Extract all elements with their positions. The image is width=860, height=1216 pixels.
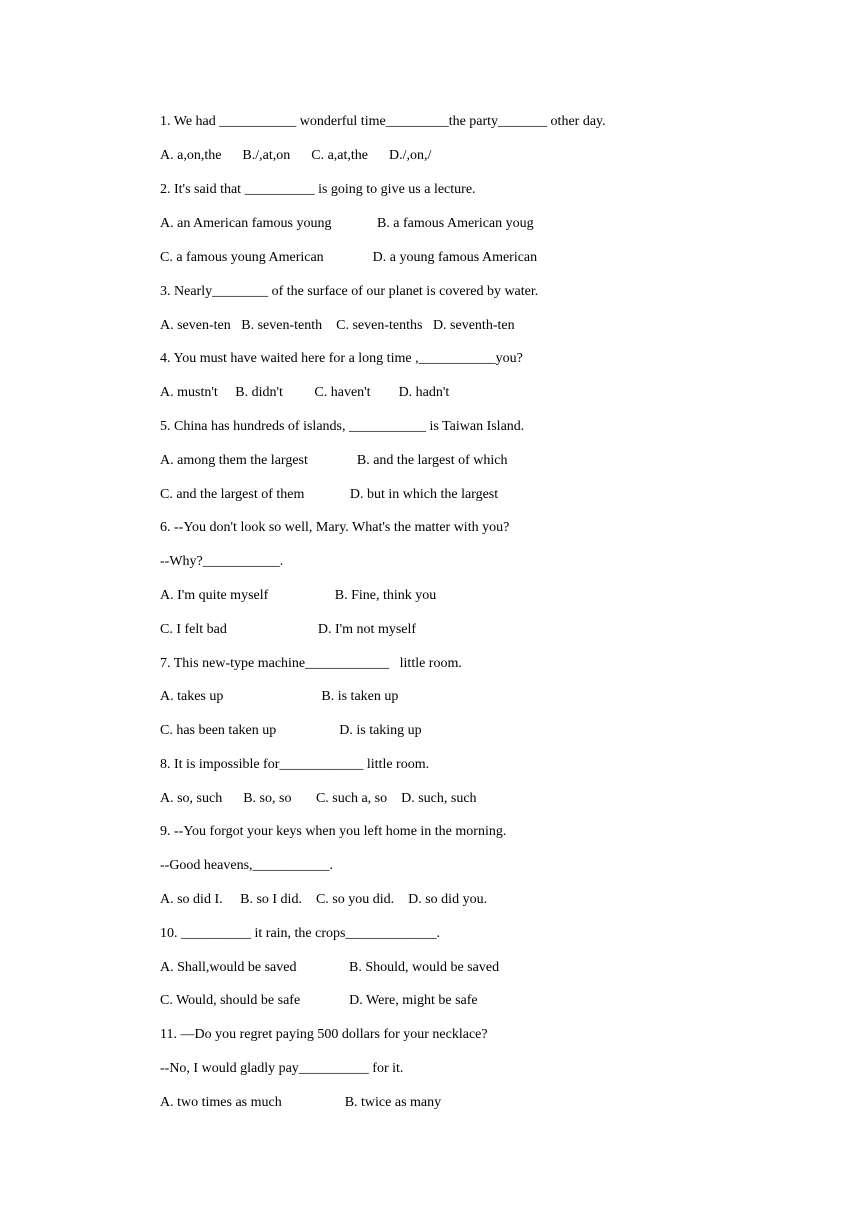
options-11: A. two times as much B. twice as many xyxy=(160,1095,442,1110)
question-9-response: --Good heavens,___________. xyxy=(160,858,334,873)
question-9: 9. --You forgot your keys when you left home in the morning. xyxy=(160,824,507,839)
options-8: A. so, such B. so, so C. such a, so D. such, such xyxy=(160,791,477,806)
question-4: 4. You must have waited here for a long time ,___________you? xyxy=(160,351,523,366)
question-8: 8. It is impossible for____________ little room. xyxy=(160,757,430,772)
options-9: A. so did I. B. so I did. C. so you did. D. so did you. xyxy=(160,892,488,907)
options-2b: C. a famous young American D. a young famous American xyxy=(160,250,538,265)
question-10: 10. __________ it rain, the crops_____________. xyxy=(160,926,440,941)
options-10a: A. Shall,would be saved B. Should, would be saved xyxy=(160,960,500,975)
options-2a: A. an American famous young B. a famous American youg xyxy=(160,216,534,231)
options-6b: C. I felt bad D. I'm not myself xyxy=(160,622,417,637)
options-5a: A. among them the largest B. and the largest of which xyxy=(160,453,508,468)
question-11-response: --No, I would gladly pay__________ for it. xyxy=(160,1061,404,1076)
options-1: A. a,on,the B./,at,on C. a,at,the D./,on,/ xyxy=(160,148,432,163)
question-1: 1. We had ___________ wonderful time_________the party_______ other day. xyxy=(160,114,606,129)
question-2: 2. It's said that __________ is going to give us a lecture. xyxy=(160,182,476,197)
question-6-response: --Why?___________. xyxy=(160,554,284,569)
options-6a: A. I'm quite myself B. Fine, think you xyxy=(160,588,437,603)
options-10b: C. Would, should be safe D. Were, might be safe xyxy=(160,993,478,1008)
question-7: 7. This new-type machine____________ little room. xyxy=(160,656,462,671)
question-5: 5. China has hundreds of islands, ___________ is Taiwan Island. xyxy=(160,419,525,434)
question-11: 11. —Do you regret paying 500 dollars for your necklace? xyxy=(160,1027,488,1042)
question-3: 3. Nearly________ of the surface of our planet is covered by water. xyxy=(160,284,539,299)
options-4: A. mustn't B. didn't C. haven't D. hadn't xyxy=(160,385,450,400)
question-6: 6. --You don't look so well, Mary. What's the matter with you? xyxy=(160,520,510,535)
options-7b: C. has been taken up D. is taking up xyxy=(160,723,422,738)
options-3: A. seven-ten B. seven-tenth C. seven-tenths D. seventh-ten xyxy=(160,318,515,333)
options-5b: C. and the largest of them D. but in which the largest xyxy=(160,487,499,502)
options-7a: A. takes up B. is taken up xyxy=(160,689,399,704)
